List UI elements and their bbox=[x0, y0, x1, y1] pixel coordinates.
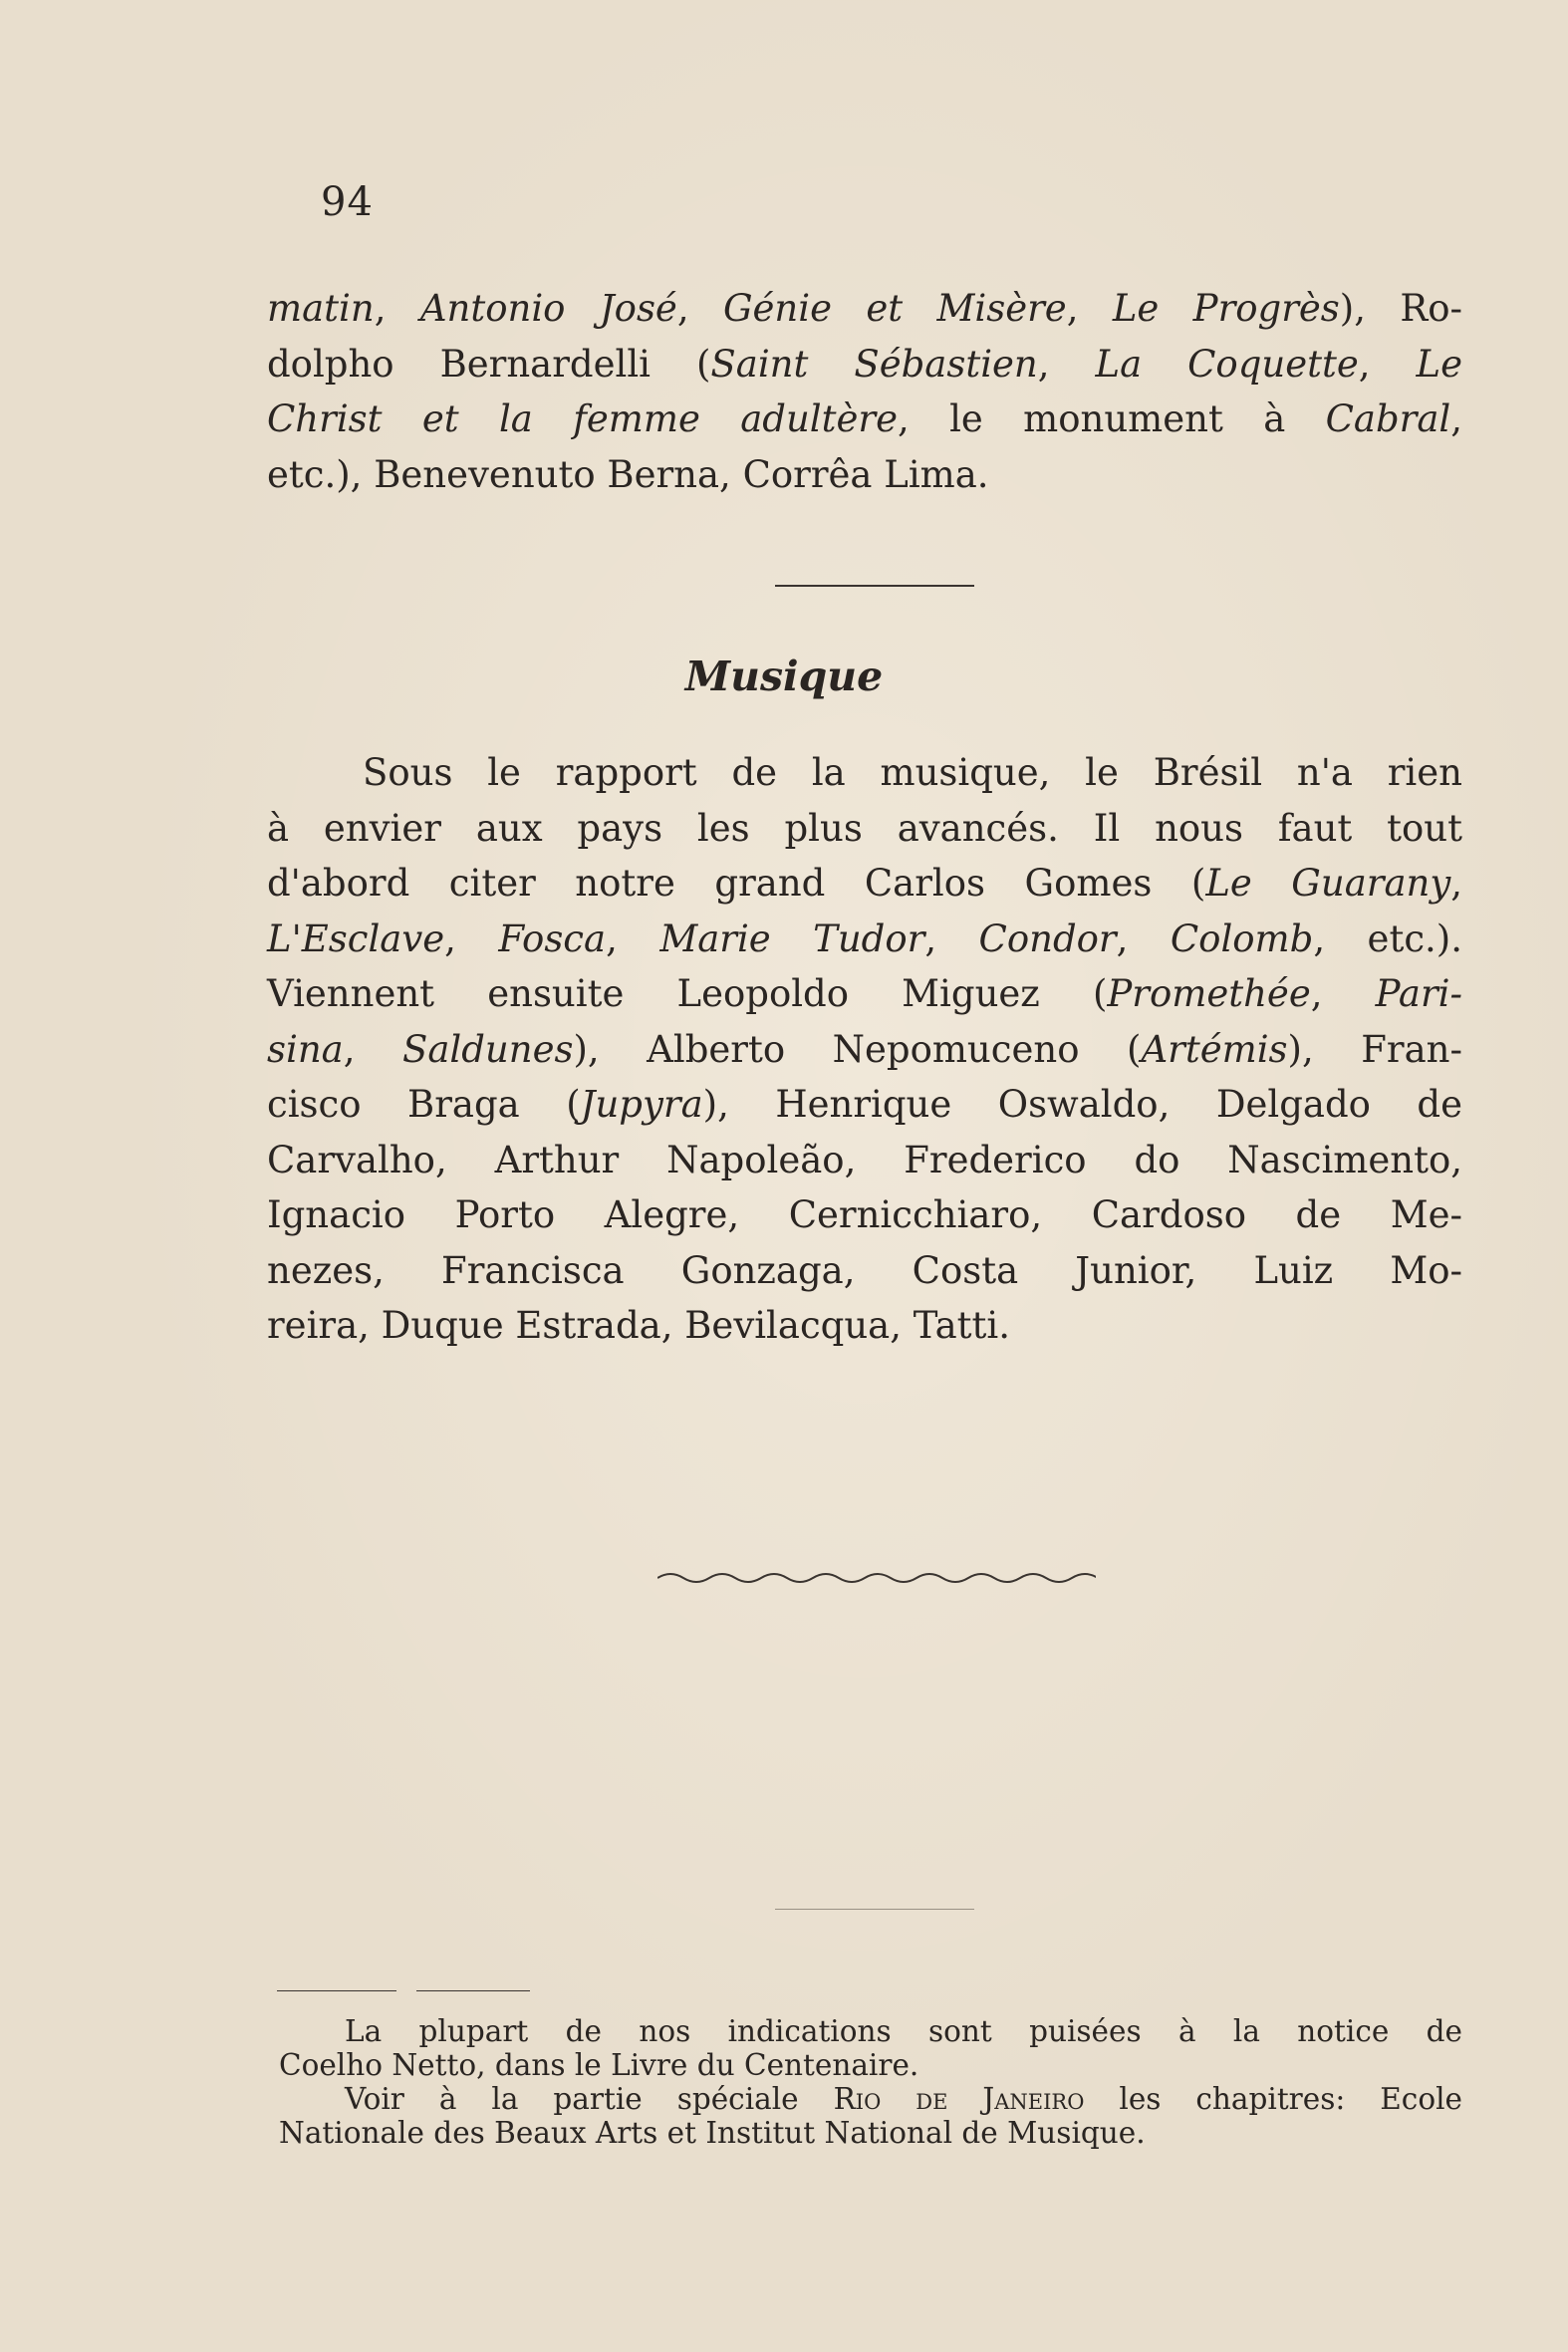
text-line bbox=[267, 1243, 1462, 1299]
text-run: , bbox=[1450, 862, 1462, 905]
italic-title: L'Esclave bbox=[267, 916, 445, 960]
footnote-line bbox=[279, 2082, 1462, 2116]
italic-title: Le Guarany bbox=[1205, 862, 1451, 905]
footnote-rule bbox=[277, 1990, 396, 1991]
section-divider bbox=[775, 585, 974, 587]
text-line bbox=[267, 966, 1462, 1022]
footnote-line: Coelho Netto, dans le Livre du Centenaire. bbox=[279, 2048, 919, 2082]
top-paragraph bbox=[267, 281, 1462, 502]
text-run: , bbox=[444, 916, 499, 960]
italic-title: Marie Tudor bbox=[659, 916, 925, 960]
italic-title: Colomb bbox=[1170, 916, 1314, 960]
text-run: , bbox=[606, 916, 660, 960]
wave-ornament bbox=[657, 1566, 1096, 1590]
text-run: Viennent ensuite Leopoldo Miguez ( bbox=[267, 972, 1108, 1015]
small-caps-run: Rio de Janeiro bbox=[833, 2082, 1085, 2116]
italic-title: Cabral bbox=[1325, 397, 1451, 440]
text-line bbox=[267, 912, 1462, 967]
text-run: Ignacio Porto Alegre, Cernicchiaro, Cardoso de Me- bbox=[267, 1193, 1462, 1236]
italic-title: Jupyra bbox=[580, 1083, 703, 1126]
italic-title: Le bbox=[1416, 342, 1462, 386]
text-run: Carvalho, Arthur Napoleão, Frederico do Nascimento, bbox=[267, 1138, 1462, 1181]
text-line bbox=[267, 801, 1462, 857]
text-run: les chapitres: Ecole bbox=[1084, 2082, 1462, 2116]
text-run: cisco Braga ( bbox=[267, 1083, 581, 1126]
text-run: , bbox=[924, 916, 979, 960]
italic-title: La Coquette bbox=[1095, 342, 1359, 386]
text-line bbox=[267, 1298, 1462, 1354]
italic-title: Pari- bbox=[1375, 972, 1462, 1015]
text-run: , bbox=[1066, 287, 1113, 330]
footnote-line: Nationale des Beaux Arts et Institut National de Musique. bbox=[279, 2116, 1146, 2150]
italic-title: sina bbox=[267, 1027, 344, 1071]
page-number: 94 bbox=[321, 179, 374, 225]
footnotes bbox=[279, 2014, 1462, 2150]
text-run: nezes, Francisca Gonzaga, Costa Junior, Luiz Mo- bbox=[267, 1248, 1462, 1292]
text-run: , bbox=[1358, 342, 1417, 386]
italic-title: Christ et la femme adultère bbox=[267, 397, 898, 440]
music-paragraph bbox=[267, 745, 1462, 1354]
text-run: , bbox=[343, 1027, 402, 1071]
italic-title: Artémis bbox=[1141, 1027, 1288, 1071]
text-line bbox=[267, 1022, 1462, 1078]
footnote-line: La plupart de nos indications sont puisées à la notice de bbox=[345, 2014, 1462, 2048]
text-run: , bbox=[1310, 972, 1376, 1015]
text-line bbox=[267, 392, 1462, 447]
text-run: , bbox=[1450, 397, 1462, 440]
text-line bbox=[267, 1133, 1462, 1188]
text-run: , bbox=[374, 287, 420, 330]
italic-title: Le Progrès bbox=[1112, 287, 1340, 330]
italic-title: Antonio José bbox=[419, 287, 677, 330]
text-run: reira, Duque Estrada, Bevilacqua, Tatti. bbox=[267, 1304, 1010, 1347]
text-line bbox=[267, 1077, 1462, 1133]
text-run: ), Ro- bbox=[1339, 287, 1463, 330]
italic-title: Promethée bbox=[1107, 972, 1311, 1015]
text-run: , bbox=[676, 287, 723, 330]
text-line bbox=[267, 856, 1462, 912]
italic-title: Saint Sébastien bbox=[710, 342, 1038, 386]
italic-title: Saldunes bbox=[401, 1027, 574, 1071]
text-line bbox=[267, 337, 1462, 392]
text-run: ), Fran- bbox=[1287, 1027, 1462, 1071]
text-line bbox=[267, 281, 1462, 337]
text-run: d'abord citer notre grand Carlos Gomes ( bbox=[267, 862, 1206, 905]
italic-title: Génie et Misère bbox=[722, 287, 1067, 330]
italic-title: Condor bbox=[978, 916, 1117, 960]
text-line bbox=[267, 447, 1462, 503]
text-line bbox=[267, 745, 1462, 801]
italic-title: matin bbox=[267, 287, 375, 330]
text-run: , bbox=[1037, 342, 1096, 386]
text-run: , bbox=[1116, 916, 1171, 960]
text-run: à envier aux pays les plus avancés. Il nous faut tout bbox=[267, 806, 1462, 850]
text-run: Voir à la partie spéciale bbox=[345, 2082, 834, 2116]
text-run: Sous le rapport de la musique, le Brésil n'a rien bbox=[363, 751, 1462, 794]
footnote-rule bbox=[416, 1990, 530, 1991]
italic-title: Fosca bbox=[498, 916, 607, 960]
faint-divider bbox=[775, 1909, 974, 1910]
text-run: dolpho Bernardelli ( bbox=[267, 342, 711, 386]
text-line bbox=[267, 1187, 1462, 1243]
text-run: etc.), Benevenuto Berna, Corrêa Lima. bbox=[267, 452, 989, 496]
text-run: ), Henrique Oswaldo, Delgado de bbox=[702, 1083, 1462, 1126]
text-run: , le monument à bbox=[897, 397, 1326, 440]
text-run: , etc.). bbox=[1313, 916, 1462, 960]
section-heading: Musique bbox=[684, 653, 884, 700]
text-run: ), Alberto Nepomuceno ( bbox=[573, 1027, 1142, 1071]
